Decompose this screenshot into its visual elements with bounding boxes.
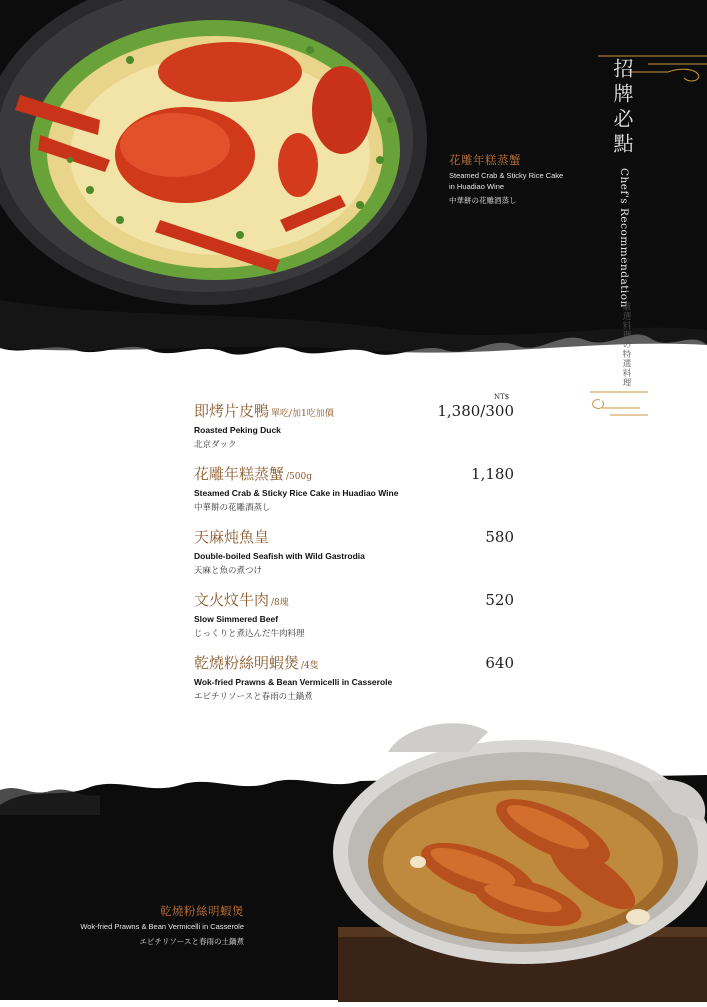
prawn-casserole-photo: [318, 712, 707, 1002]
featured-top-caption: [449, 152, 599, 206]
currency-label: NT$: [494, 393, 510, 401]
item-price: 1,180: [471, 465, 514, 483]
featured-bottom-name-zh: 乾燒粉絲明蝦煲: [160, 904, 244, 918]
item-name-zh: 文火炆牛肉: [194, 591, 270, 609]
menu-item: [194, 400, 514, 463]
featured-top-name-en-line1: Steamed Crab & Sticky Rice Cake: [449, 171, 564, 180]
section-title-zh: 招牌必點: [610, 58, 634, 158]
item-name-en: Roasted Peking Duck: [194, 425, 281, 435]
item-price: 640: [485, 654, 514, 672]
item-name-zh: 花雕年糕蒸蟹: [194, 465, 285, 483]
item-price: 580: [485, 528, 514, 546]
featured-bottom-caption: [44, 903, 244, 947]
item-name-en: Slow Simmered Beef: [194, 614, 279, 624]
item-name-zh: 即烤片皮鴨: [194, 402, 270, 420]
item-name-en: Steamed Crab & Sticky Rice Cake in Huadiao Wine: [194, 488, 399, 498]
item-name-zh: 乾燒粉絲明蝦煲: [194, 654, 300, 672]
item-name-zh: 天麻炖魚皇: [194, 528, 270, 546]
featured-bottom-name-ja: エビチリソースと春雨の土鍋煮: [139, 936, 244, 946]
featured-top-name-en-line2: in Huadiao Wine: [449, 181, 505, 191]
featured-top-name-ja: 中華餅の花雕酒蒸し: [449, 196, 517, 205]
crab-dish-photo: [0, 0, 430, 320]
item-note: /500g: [286, 472, 312, 482]
item-name-en: Wok-fried Prawns & Bean Vermicelli in Casserole: [194, 677, 393, 687]
section-title-en: Chef's Recommendation: [618, 168, 630, 308]
item-note: 單吃/加1吃加價: [271, 409, 334, 419]
item-note: /4隻: [301, 661, 319, 671]
menu-item: [194, 652, 514, 715]
item-name-ja: エビチリソースと春雨の土鍋煮: [194, 691, 313, 701]
item-name-ja: 北京ダック: [194, 439, 237, 449]
item-name-ja: 天麻と魚の煮つけ: [194, 565, 263, 575]
item-name-ja: 中華餅の花雕酒蒸し: [194, 502, 271, 512]
featured-top-name-zh: 花雕年糕蒸蟹: [449, 153, 521, 167]
item-price: 520: [485, 591, 514, 609]
menu-item: [194, 589, 514, 652]
menu-item: [194, 463, 514, 526]
menu-list: [194, 400, 514, 715]
section-title: [610, 58, 650, 158]
item-name-ja: じっくりと煮込んだ牛肉料理: [194, 628, 305, 638]
featured-bottom-name-en: Wok-fried Prawns & Bean Vermicelli in Casserole: [80, 922, 244, 931]
menu-item: [194, 526, 514, 589]
item-name-en: Double-boiled Seafish with Wild Gastrodia: [194, 551, 365, 561]
item-note: /8塊: [271, 598, 289, 608]
featured-top-name-en: [449, 171, 599, 192]
item-price: 1,380/300: [437, 402, 514, 420]
section-title-ja: 厳選料理の特選料理: [622, 302, 632, 388]
cloud-ornament-bottom: [590, 388, 650, 423]
